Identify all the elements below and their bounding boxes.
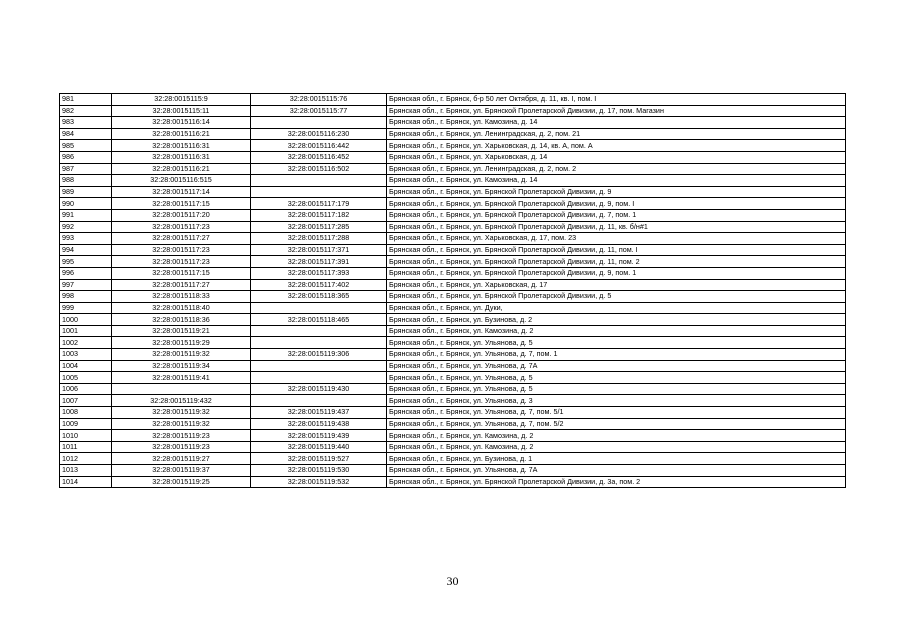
cadastral-number-object-cell xyxy=(251,395,387,407)
cadastral-number-object-cell: 32:28:0015117:182 xyxy=(251,209,387,221)
cadastral-number-object-cell: 32:28:0015119:438 xyxy=(251,418,387,430)
row-number-cell: 996 xyxy=(60,267,112,279)
row-number-cell: 990 xyxy=(60,198,112,210)
address-cell: Брянская обл., г. Брянск, ул. Камозина, д. 2 xyxy=(387,430,846,442)
cadastral-number-object-cell xyxy=(251,360,387,372)
cadastral-number-parcel-cell: 32:28:0015116:31 xyxy=(112,151,251,163)
cadastral-number-parcel-cell: 32:28:0015117:23 xyxy=(112,256,251,268)
table-row xyxy=(60,233,846,245)
table-row xyxy=(60,453,846,465)
cadastral-number-parcel-cell: 32:28:0015117:27 xyxy=(112,279,251,291)
address-cell: Брянская обл., г. Брянск, ул. Бузинова, д. 1 xyxy=(387,453,846,465)
address-cell: Брянская обл., г. Брянск, ул. Ульянова, д. 7А xyxy=(387,465,846,477)
cadastral-number-parcel-cell: 32:28:0015119:21 xyxy=(112,325,251,337)
row-number-cell: 994 xyxy=(60,244,112,256)
cadastral-number-object-cell xyxy=(251,325,387,337)
address-cell: Брянская обл., г. Брянск, ул. Бузинова, д. 2 xyxy=(387,314,846,326)
cadastral-number-parcel-cell: 32:28:0015119:37 xyxy=(112,465,251,477)
row-number-cell: 981 xyxy=(60,94,112,106)
cadastral-number-object-cell: 32:28:0015118:465 xyxy=(251,314,387,326)
row-number-cell: 982 xyxy=(60,105,112,117)
cadastral-number-object-cell: 32:28:0015117:371 xyxy=(251,244,387,256)
address-cell: Брянская обл., г. Брянск, б-р 50 лет Октября, д. 11, кв. I, пом. I xyxy=(387,94,846,106)
row-number-cell: 986 xyxy=(60,151,112,163)
cadastral-number-parcel-cell: 32:28:0015119:34 xyxy=(112,360,251,372)
cadastral-number-object-cell xyxy=(251,175,387,187)
cadastral-number-parcel-cell: 32:28:0015116:14 xyxy=(112,117,251,129)
address-cell: Брянская обл., г. Брянск, ул. Ульянова, д. 5 xyxy=(387,383,846,395)
table-row xyxy=(60,418,846,430)
row-number-cell: 1000 xyxy=(60,314,112,326)
cadastral-number-object-cell: 32:28:0015117:391 xyxy=(251,256,387,268)
address-cell: Брянская обл., г. Брянск, ул. Камозина, д. 2 xyxy=(387,325,846,337)
address-cell: Брянская обл., г. Брянск, ул. Камозина, д. 2 xyxy=(387,441,846,453)
table-row xyxy=(60,279,846,291)
cadastral-number-object-cell: 32:28:0015115:77 xyxy=(251,105,387,117)
cadastral-number-object-cell: 32:28:0015119:430 xyxy=(251,383,387,395)
cadastral-number-parcel-cell: 32:28:0015119:25 xyxy=(112,476,251,488)
address-cell: Брянская обл., г. Брянск, ул. Ульянова, д. 7А xyxy=(387,360,846,372)
table-row xyxy=(60,383,846,395)
cadastral-number-parcel-cell: 32:28:0015118:36 xyxy=(112,314,251,326)
address-cell: Брянская обл., г. Брянск, ул. Брянской Пролетарской Дивизии, д. 7, пом. 1 xyxy=(387,209,846,221)
row-number-cell: 985 xyxy=(60,140,112,152)
cadastral-number-object-cell: 32:28:0015119:439 xyxy=(251,430,387,442)
registry-table xyxy=(59,93,846,488)
cadastral-number-parcel-cell: 32:28:0015119:23 xyxy=(112,441,251,453)
page-number: 30 xyxy=(446,574,459,588)
cadastral-number-parcel-cell: 32:28:0015115:9 xyxy=(112,94,251,106)
row-number-cell: 998 xyxy=(60,291,112,303)
table-row xyxy=(60,198,846,210)
address-cell: Брянская обл., г. Брянск, ул. Ульянова, д. 7, пом. 5/1 xyxy=(387,407,846,419)
cadastral-number-object-cell: 32:28:0015119:530 xyxy=(251,465,387,477)
table-row xyxy=(60,267,846,279)
address-cell: Брянская обл., г. Брянск, ул. Камозина, д. 14 xyxy=(387,117,846,129)
row-number-cell: 983 xyxy=(60,117,112,129)
cadastral-number-parcel-cell: 32:28:0015117:23 xyxy=(112,244,251,256)
table-row xyxy=(60,105,846,117)
row-number-cell: 989 xyxy=(60,186,112,198)
table-row xyxy=(60,441,846,453)
address-cell: Брянская обл., г. Брянск, ул. Ленинградская, д. 2, пом. 2 xyxy=(387,163,846,175)
table-row xyxy=(60,372,846,384)
address-cell: Брянская обл., г. Брянск, ул. Ульянова, д. 5 xyxy=(387,337,846,349)
cadastral-number-parcel-cell: 32:28:0015119:27 xyxy=(112,453,251,465)
cadastral-number-object-cell: 32:28:0015117:393 xyxy=(251,267,387,279)
row-number-cell: 987 xyxy=(60,163,112,175)
address-cell: Брянская обл., г. Брянск, ул. Брянской Пролетарской Дивизии, д. 9 xyxy=(387,186,846,198)
cadastral-number-object-cell: 32:28:0015117:285 xyxy=(251,221,387,233)
row-number-cell: 992 xyxy=(60,221,112,233)
table-row xyxy=(60,128,846,140)
cadastral-number-object-cell: 32:28:0015119:440 xyxy=(251,441,387,453)
address-cell: Брянская обл., г. Брянск, ул. Брянской Пролетарской Дивизии, д. 5 xyxy=(387,291,846,303)
table-row xyxy=(60,360,846,372)
address-cell: Брянская обл., г. Брянск, ул. Ульянова, д. 7, пом. 5/2 xyxy=(387,418,846,430)
table-row xyxy=(60,94,846,106)
cadastral-number-object-cell xyxy=(251,337,387,349)
address-cell: Брянская обл., г. Брянск, ул. Харьковская, д. 17, пом. 23 xyxy=(387,233,846,245)
row-number-cell: 1006 xyxy=(60,383,112,395)
table-row xyxy=(60,395,846,407)
address-cell: Брянская обл., г. Брянск, ул. Брянской Пролетарской Дивизии, д. 11, кв. б/н#1 xyxy=(387,221,846,233)
cadastral-number-parcel-cell: 32:28:0015117:15 xyxy=(112,198,251,210)
cadastral-number-parcel-cell: 32:28:0015119:32 xyxy=(112,407,251,419)
cadastral-number-object-cell: 32:28:0015117:402 xyxy=(251,279,387,291)
row-number-cell: 1013 xyxy=(60,465,112,477)
row-number-cell: 988 xyxy=(60,175,112,187)
address-cell: Брянская обл., г. Брянск, ул. Ульянова, д. 5 xyxy=(387,372,846,384)
cadastral-number-object-cell xyxy=(251,372,387,384)
table-row xyxy=(60,476,846,488)
row-number-cell: 999 xyxy=(60,302,112,314)
row-number-cell: 1011 xyxy=(60,441,112,453)
row-number-cell: 993 xyxy=(60,233,112,245)
table-row xyxy=(60,349,846,361)
row-number-cell: 1009 xyxy=(60,418,112,430)
cadastral-number-object-cell: 32:28:0015117:288 xyxy=(251,233,387,245)
table-row xyxy=(60,302,846,314)
address-cell: Брянская обл., г. Брянск, ул. Ленинградская, д. 2, пом. 21 xyxy=(387,128,846,140)
cadastral-number-object-cell xyxy=(251,117,387,129)
address-cell: Брянская обл., г. Брянск, ул. Дуки, xyxy=(387,302,846,314)
cadastral-number-object-cell: 32:28:0015117:179 xyxy=(251,198,387,210)
table-row xyxy=(60,140,846,152)
row-number-cell: 1001 xyxy=(60,325,112,337)
address-cell: Брянская обл., г. Брянск, ул. Брянской Пролетарской Дивизии, д. 9, пом. 1 xyxy=(387,267,846,279)
address-cell: Брянская обл., г. Брянск, ул. Харьковская, д. 14 xyxy=(387,151,846,163)
table-row xyxy=(60,337,846,349)
cadastral-number-parcel-cell: 32:28:0015117:14 xyxy=(112,186,251,198)
row-number-cell: 997 xyxy=(60,279,112,291)
address-cell: Брянская обл., г. Брянск, ул. Ульянова, д. 3 xyxy=(387,395,846,407)
cadastral-number-parcel-cell: 32:28:0015116:21 xyxy=(112,163,251,175)
table-row xyxy=(60,163,846,175)
table-row xyxy=(60,117,846,129)
cadastral-number-object-cell: 32:28:0015116:230 xyxy=(251,128,387,140)
address-cell: Брянская обл., г. Брянск, ул. Брянской Пролетарской Дивизии, д. 17, пом. Магазин xyxy=(387,105,846,117)
cadastral-number-parcel-cell: 32:28:0015118:40 xyxy=(112,302,251,314)
table-row xyxy=(60,175,846,187)
cadastral-number-object-cell: 32:28:0015116:452 xyxy=(251,151,387,163)
row-number-cell: 1012 xyxy=(60,453,112,465)
cadastral-number-parcel-cell xyxy=(112,383,251,395)
cadastral-number-parcel-cell: 32:28:0015117:27 xyxy=(112,233,251,245)
cadastral-number-parcel-cell: 32:28:0015119:32 xyxy=(112,418,251,430)
table-row xyxy=(60,244,846,256)
row-number-cell: 1008 xyxy=(60,407,112,419)
registry-table-body xyxy=(60,94,846,488)
cadastral-number-object-cell: 32:28:0015119:306 xyxy=(251,349,387,361)
cadastral-number-parcel-cell: 32:28:0015119:23 xyxy=(112,430,251,442)
address-cell: Брянская обл., г. Брянск, ул. Ульянова, д. 7, пом. 1 xyxy=(387,349,846,361)
cadastral-number-parcel-cell: 32:28:0015116:21 xyxy=(112,128,251,140)
address-cell: Брянская обл., г. Брянск, ул. Брянской Пролетарской Дивизии, д. 11, пом. 2 xyxy=(387,256,846,268)
row-number-cell: 1014 xyxy=(60,476,112,488)
cadastral-number-object-cell xyxy=(251,186,387,198)
table-row xyxy=(60,314,846,326)
table-row xyxy=(60,325,846,337)
table-row xyxy=(60,291,846,303)
cadastral-number-parcel-cell: 32:28:0015117:23 xyxy=(112,221,251,233)
row-number-cell: 1004 xyxy=(60,360,112,372)
row-number-cell: 995 xyxy=(60,256,112,268)
row-number-cell: 1005 xyxy=(60,372,112,384)
row-number-cell: 1003 xyxy=(60,349,112,361)
cadastral-number-parcel-cell: 32:28:0015118:33 xyxy=(112,291,251,303)
table-row xyxy=(60,465,846,477)
address-cell: Брянская обл., г. Брянск, ул. Харьковская, д. 14, кв. А, пом. А xyxy=(387,140,846,152)
address-cell: Брянская обл., г. Брянск, ул. Брянской Пролетарской Дивизии, д. 11, пом. I xyxy=(387,244,846,256)
cadastral-number-parcel-cell: 32:28:0015117:15 xyxy=(112,267,251,279)
row-number-cell: 991 xyxy=(60,209,112,221)
address-cell: Брянская обл., г. Брянск, ул. Харьковская, д. 17 xyxy=(387,279,846,291)
table-row xyxy=(60,256,846,268)
row-number-cell: 1010 xyxy=(60,430,112,442)
cadastral-number-parcel-cell: 32:28:0015116:515 xyxy=(112,175,251,187)
cadastral-number-object-cell: 32:28:0015115:76 xyxy=(251,94,387,106)
cadastral-number-object-cell: 32:28:0015116:442 xyxy=(251,140,387,152)
cadastral-number-parcel-cell: 32:28:0015119:29 xyxy=(112,337,251,349)
table-row xyxy=(60,221,846,233)
row-number-cell: 1002 xyxy=(60,337,112,349)
row-number-cell: 984 xyxy=(60,128,112,140)
table-row xyxy=(60,151,846,163)
address-cell: Брянская обл., г. Брянск, ул. Брянской Пролетарской Дивизии, д. 9, пом. I xyxy=(387,198,846,210)
cadastral-number-parcel-cell: 32:28:0015119:32 xyxy=(112,349,251,361)
cadastral-number-parcel-cell: 32:28:0015119:41 xyxy=(112,372,251,384)
row-number-cell: 1007 xyxy=(60,395,112,407)
cadastral-number-object-cell: 32:28:0015119:532 xyxy=(251,476,387,488)
table-row xyxy=(60,186,846,198)
address-cell: Брянская обл., г. Брянск, ул. Камозина, д. 14 xyxy=(387,175,846,187)
cadastral-number-object-cell: 32:28:0015118:365 xyxy=(251,291,387,303)
address-cell: Брянская обл., г. Брянск, ул. Брянской Пролетарской Дивизии, д. 3а, пом. 2 xyxy=(387,476,846,488)
cadastral-number-object-cell: 32:28:0015119:527 xyxy=(251,453,387,465)
cadastral-number-parcel-cell: 32:28:0015116:31 xyxy=(112,140,251,152)
cadastral-number-parcel-cell: 32:28:0015119:432 xyxy=(112,395,251,407)
cadastral-number-object-cell xyxy=(251,302,387,314)
table-row xyxy=(60,430,846,442)
table-row xyxy=(60,209,846,221)
cadastral-number-parcel-cell: 32:28:0015117:20 xyxy=(112,209,251,221)
table-row xyxy=(60,407,846,419)
cadastral-number-parcel-cell: 32:28:0015115:11 xyxy=(112,105,251,117)
cadastral-number-object-cell: 32:28:0015116:502 xyxy=(251,163,387,175)
cadastral-number-object-cell: 32:28:0015119:437 xyxy=(251,407,387,419)
